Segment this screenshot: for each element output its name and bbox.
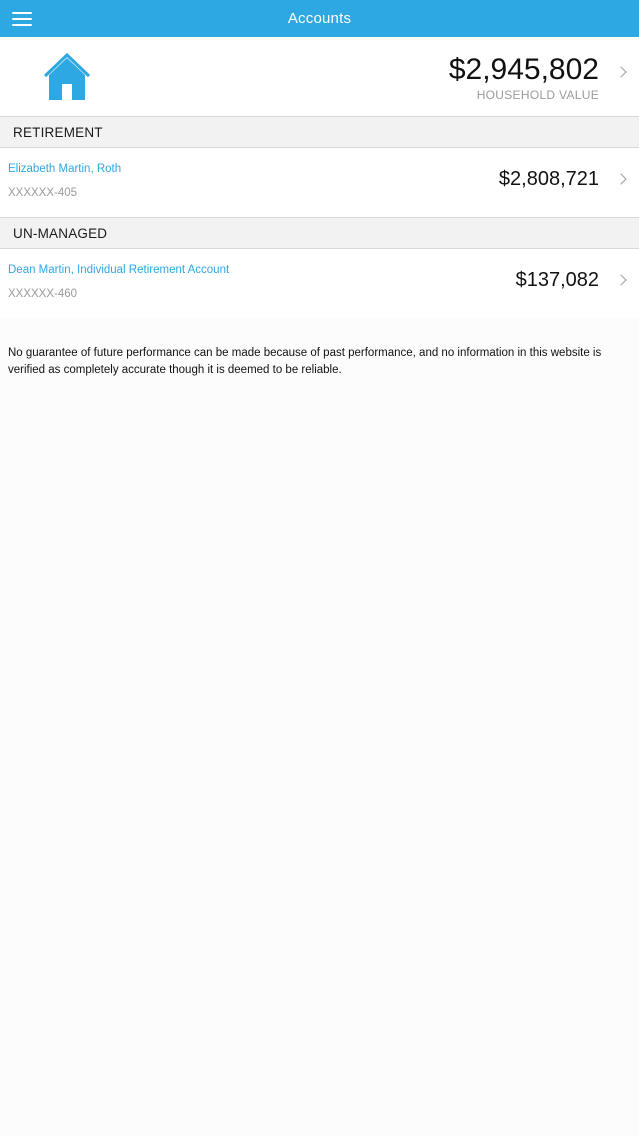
account-name: Dean Martin, Individual Retirement Account	[8, 264, 230, 276]
section-header-un-managed: UN-MANAGED	[0, 217, 639, 249]
disclaimer-text: No guarantee of future performance can be made because of past performance, and no information in this website is verified as completely accurate though it is deemed to be reliable.	[8, 347, 602, 376]
account-value: $2,808,721	[498, 168, 599, 190]
home-icon	[43, 52, 91, 102]
chevron-right-icon	[615, 274, 626, 285]
hamburger-menu-icon[interactable]	[12, 10, 32, 28]
account-number: XXXXXX-405	[8, 187, 78, 199]
section-header-retirement: RETIREMENT	[0, 116, 639, 148]
nav-bar	[0, 0, 639, 37]
chevron-right-icon	[615, 66, 626, 77]
household-value: $2,945,802	[448, 53, 599, 86]
account-row[interactable]	[0, 249, 639, 318]
account-number: XXXXXX-460	[8, 288, 78, 300]
account-row[interactable]	[0, 148, 639, 217]
page-title: Accounts	[287, 10, 352, 27]
household-value-row[interactable]	[0, 37, 639, 116]
household-value-label: HOUSEHOLD VALUE	[476, 88, 599, 102]
account-value: $137,082	[515, 269, 599, 291]
chevron-right-icon	[615, 173, 626, 184]
account-name: Elizabeth Martin, Roth	[8, 163, 122, 175]
